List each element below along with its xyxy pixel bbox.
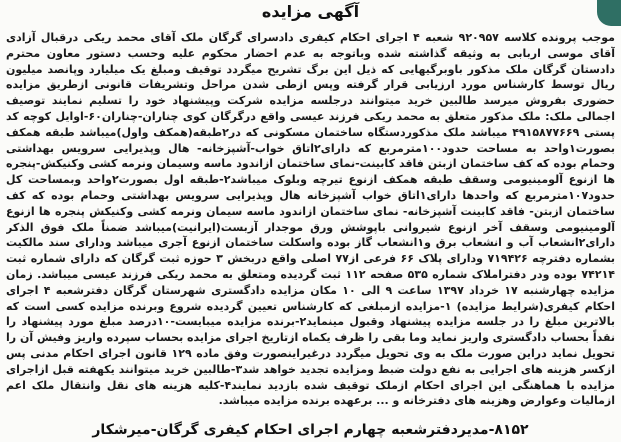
notice-signature: ۸۱۵۲-مدیردفترشعبه چهارم اجرای احکام کیفری گرگان-میرشکار: [92, 422, 529, 438]
notice-title: آگهی مزایده: [261, 2, 360, 21]
notice-body: موجب پرونده کلاسه ۹۲۰۹۵۷ شعبه ۴ اجرای احکام کیفری دادسرای گرگان ملک آقای محمد ریکی درقبال آزادی آقای موسی اربابی به وثیقه گذاشته شده وباتوجه به عدم احضار محکوم علیه وحسب دستور معاون محترم دادستان گرگان ملک مذکور باوبرگیهایی که ذیل این برگ تشریح میگردد توقیف ومبلغ یک میلیارد وپانصد میلیون ریال توسط کارشناس مورد ارزیابی قرار گرفته وپس ازطی شدن مراحل وتشریفات قانونی ازطریق مزایده حضوری بفروش میرسد طالبین خرید میتوانند درجلسه مزایده شرکت وپیشنهاد خود را تسلیم نمایند توصیف اجمالی ملک: ملک مذکور متعلق به محمد ریکی فرزند عیسی واقع درگرگان کوی چناران-چناران۶۰-اوایل کوچه کد پستی ۴۹۱۵۸۷۷۶۶۹ میباشد ملک مذکوردستگاه ساختمان مسکونی که در۲طبقه(همکف واول)میباشد طبقه همکف بصورت۱واحد به مساحت حدود۱۰۰مترمربع که دارای۲اتاق خواب-آشپزخانه- هال وپذیرایی سرویس بهداشتی وحمام بوده که کف ساختمان ازبتن فاقد کابینت-نمای ساختمان ازاندود ماسه وسیمان ونرمه کشی وکنیکش-پنجره ها ازنوع آلومینیومی وسقف طبقه همکف ازنوع تیرچه وبلوک میباشد۲-طبقه اول بصورت۲واحد وبمساحت کل حدود۱۰۷مترمربع که واحدها دارای۱اتاق خواب آشپزخانه هال وپذیرایی سرویس بهداشتی وحمام بوده که کف ساختمان ازبتن- فاقد کابینت آشپزخانه- نمای ساختمان ازاندود ماسه سیمان ونرمه کشی وکنیکش پنجره ها ازنوع آلومینیومی وسقف آخر ازنوع شیروانی باپوشش ورق موجدار آزبست(ایرانیت)میباشد ضمناً ملک فوق الذکر دارای۲انشعاب آب و انشعاب برق و۱انشعاب گاز بوده واسکلت ساختمان ازنوع آجری میباشد ودارای سند مالکیت بشماره دفترچه ۷۱۹۴۲۶ ودارای پلاک ۶۶ فرعی از۷۷ اصلی واقع دربخش ۳ حوزه ثبت گرگان که دارای شماره ثبت ۷۴۲۱۴ بوده ودر دفتراملاک شماره ۵۳۵ صفحه ۱۱۲ ثبت گردیده ومتعلق به محمد ریکی فرزند عیسی میباشد. زمان مزایده چهارشنبه ۱۷ خرداد ۱۳۹۷ ساعت ۹ الی ۱۰ مکان مزایده دادگستری شهرستان گرگان دفترشعبه ۴ اجرای احکام کیفری(شرایط مزایده) ۱-مزایده ازمبلغی که کارشناس تعیین گردیده شروع وبرنده مزایده کسی است که بالاترین مبلغ را در جلسه مزایده پیشنهاد وقبول مینماید۲-برنده مزایده میبایست-۱۰درصد مبلغ مورد پیشنهاد را نقداً بحساب دادگستری واریز نماید وما بقی را ظرف یکماه ازتاریخ اجرای مزایده بحساب سپرده واریز وفیش آن را تحویل نماید دراین صورت ملک به وی تحویل میگردد درغیراینصورت وفق ماده ۱۲۹ قانون اجرای احکام مدنی پس ازکسر هزینه های اجرایی به نفع دولت ضبط ومزایده تجدید خواهد شد۳-طالبین خرید میتوانند یکهفته قبل ازاجرای مزایده با هماهنگی این اجرای احکام ازملک توقیف شده بازدید نمایند۴-کلیه هزینه های نقل وانتقال ملک اعم ازمالیات وعوارض وهزینه های دفترخانه و ... برعهده برنده مزایده میباشد.: [6, 31, 615, 408]
